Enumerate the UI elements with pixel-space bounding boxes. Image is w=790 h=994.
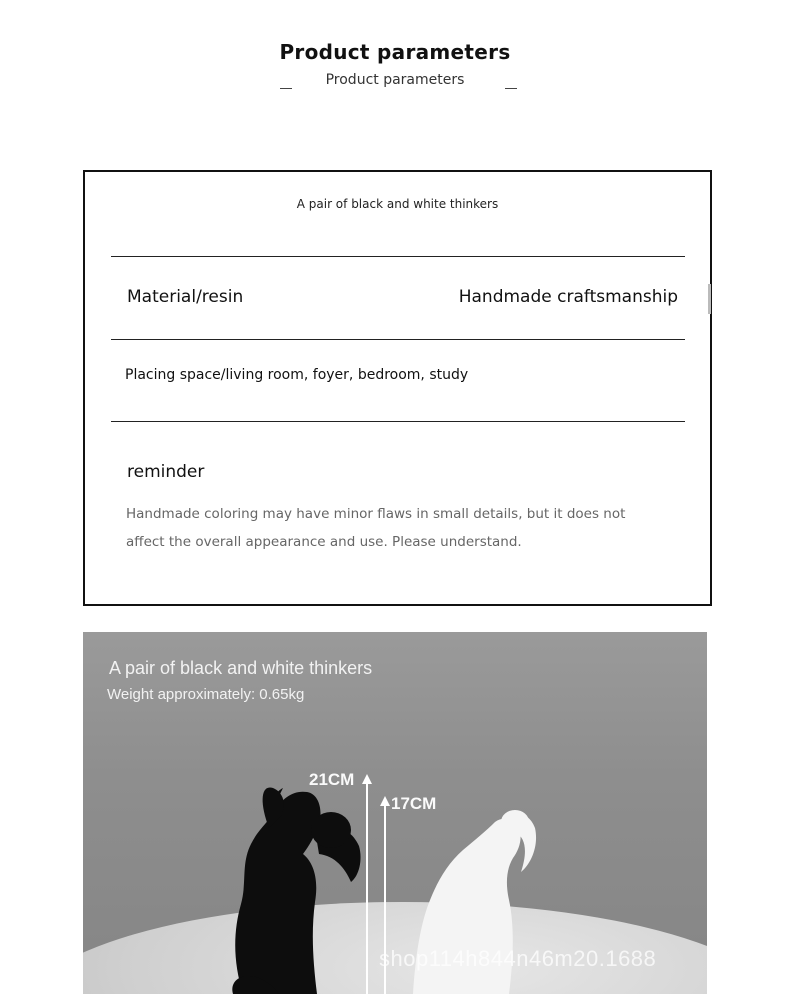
subtitle-dash-left bbox=[280, 88, 292, 89]
parameters-box bbox=[83, 170, 712, 606]
product-photo bbox=[83, 632, 707, 994]
material-label: Material/resin bbox=[127, 287, 244, 307]
reminder-title: reminder bbox=[127, 462, 205, 482]
arrow-up-icon bbox=[362, 774, 372, 784]
page-subtitle: Product parameters bbox=[325, 72, 465, 88]
height-label-black: 21CM bbox=[309, 770, 355, 789]
watermark: shop114h844n46m20.1688 bbox=[379, 946, 657, 971]
subtitle-dash-right bbox=[505, 88, 517, 89]
craft-label: Handmade craftsmanship bbox=[458, 287, 678, 307]
divider bbox=[111, 256, 685, 257]
side-mark bbox=[708, 284, 711, 314]
parameters-heading: A pair of black and white thinkers bbox=[296, 197, 499, 211]
divider bbox=[111, 339, 685, 340]
page-title: Product parameters bbox=[279, 40, 511, 64]
reminder-text: Handmade coloring may have minor flaws in small details, but it does not affect the overall appearance and use. Please understand. bbox=[126, 506, 626, 550]
arrow-up-icon bbox=[380, 796, 390, 806]
placing-space-label: Placing space/living room, foyer, bedroom, study bbox=[125, 367, 469, 383]
height-label-white: 17CM bbox=[391, 794, 437, 813]
photo-title: A pair of black and white thinkers bbox=[109, 658, 373, 678]
divider bbox=[111, 421, 685, 422]
black-figure bbox=[232, 787, 360, 994]
photo-weight: Weight approximately: 0.65kg bbox=[107, 686, 305, 703]
